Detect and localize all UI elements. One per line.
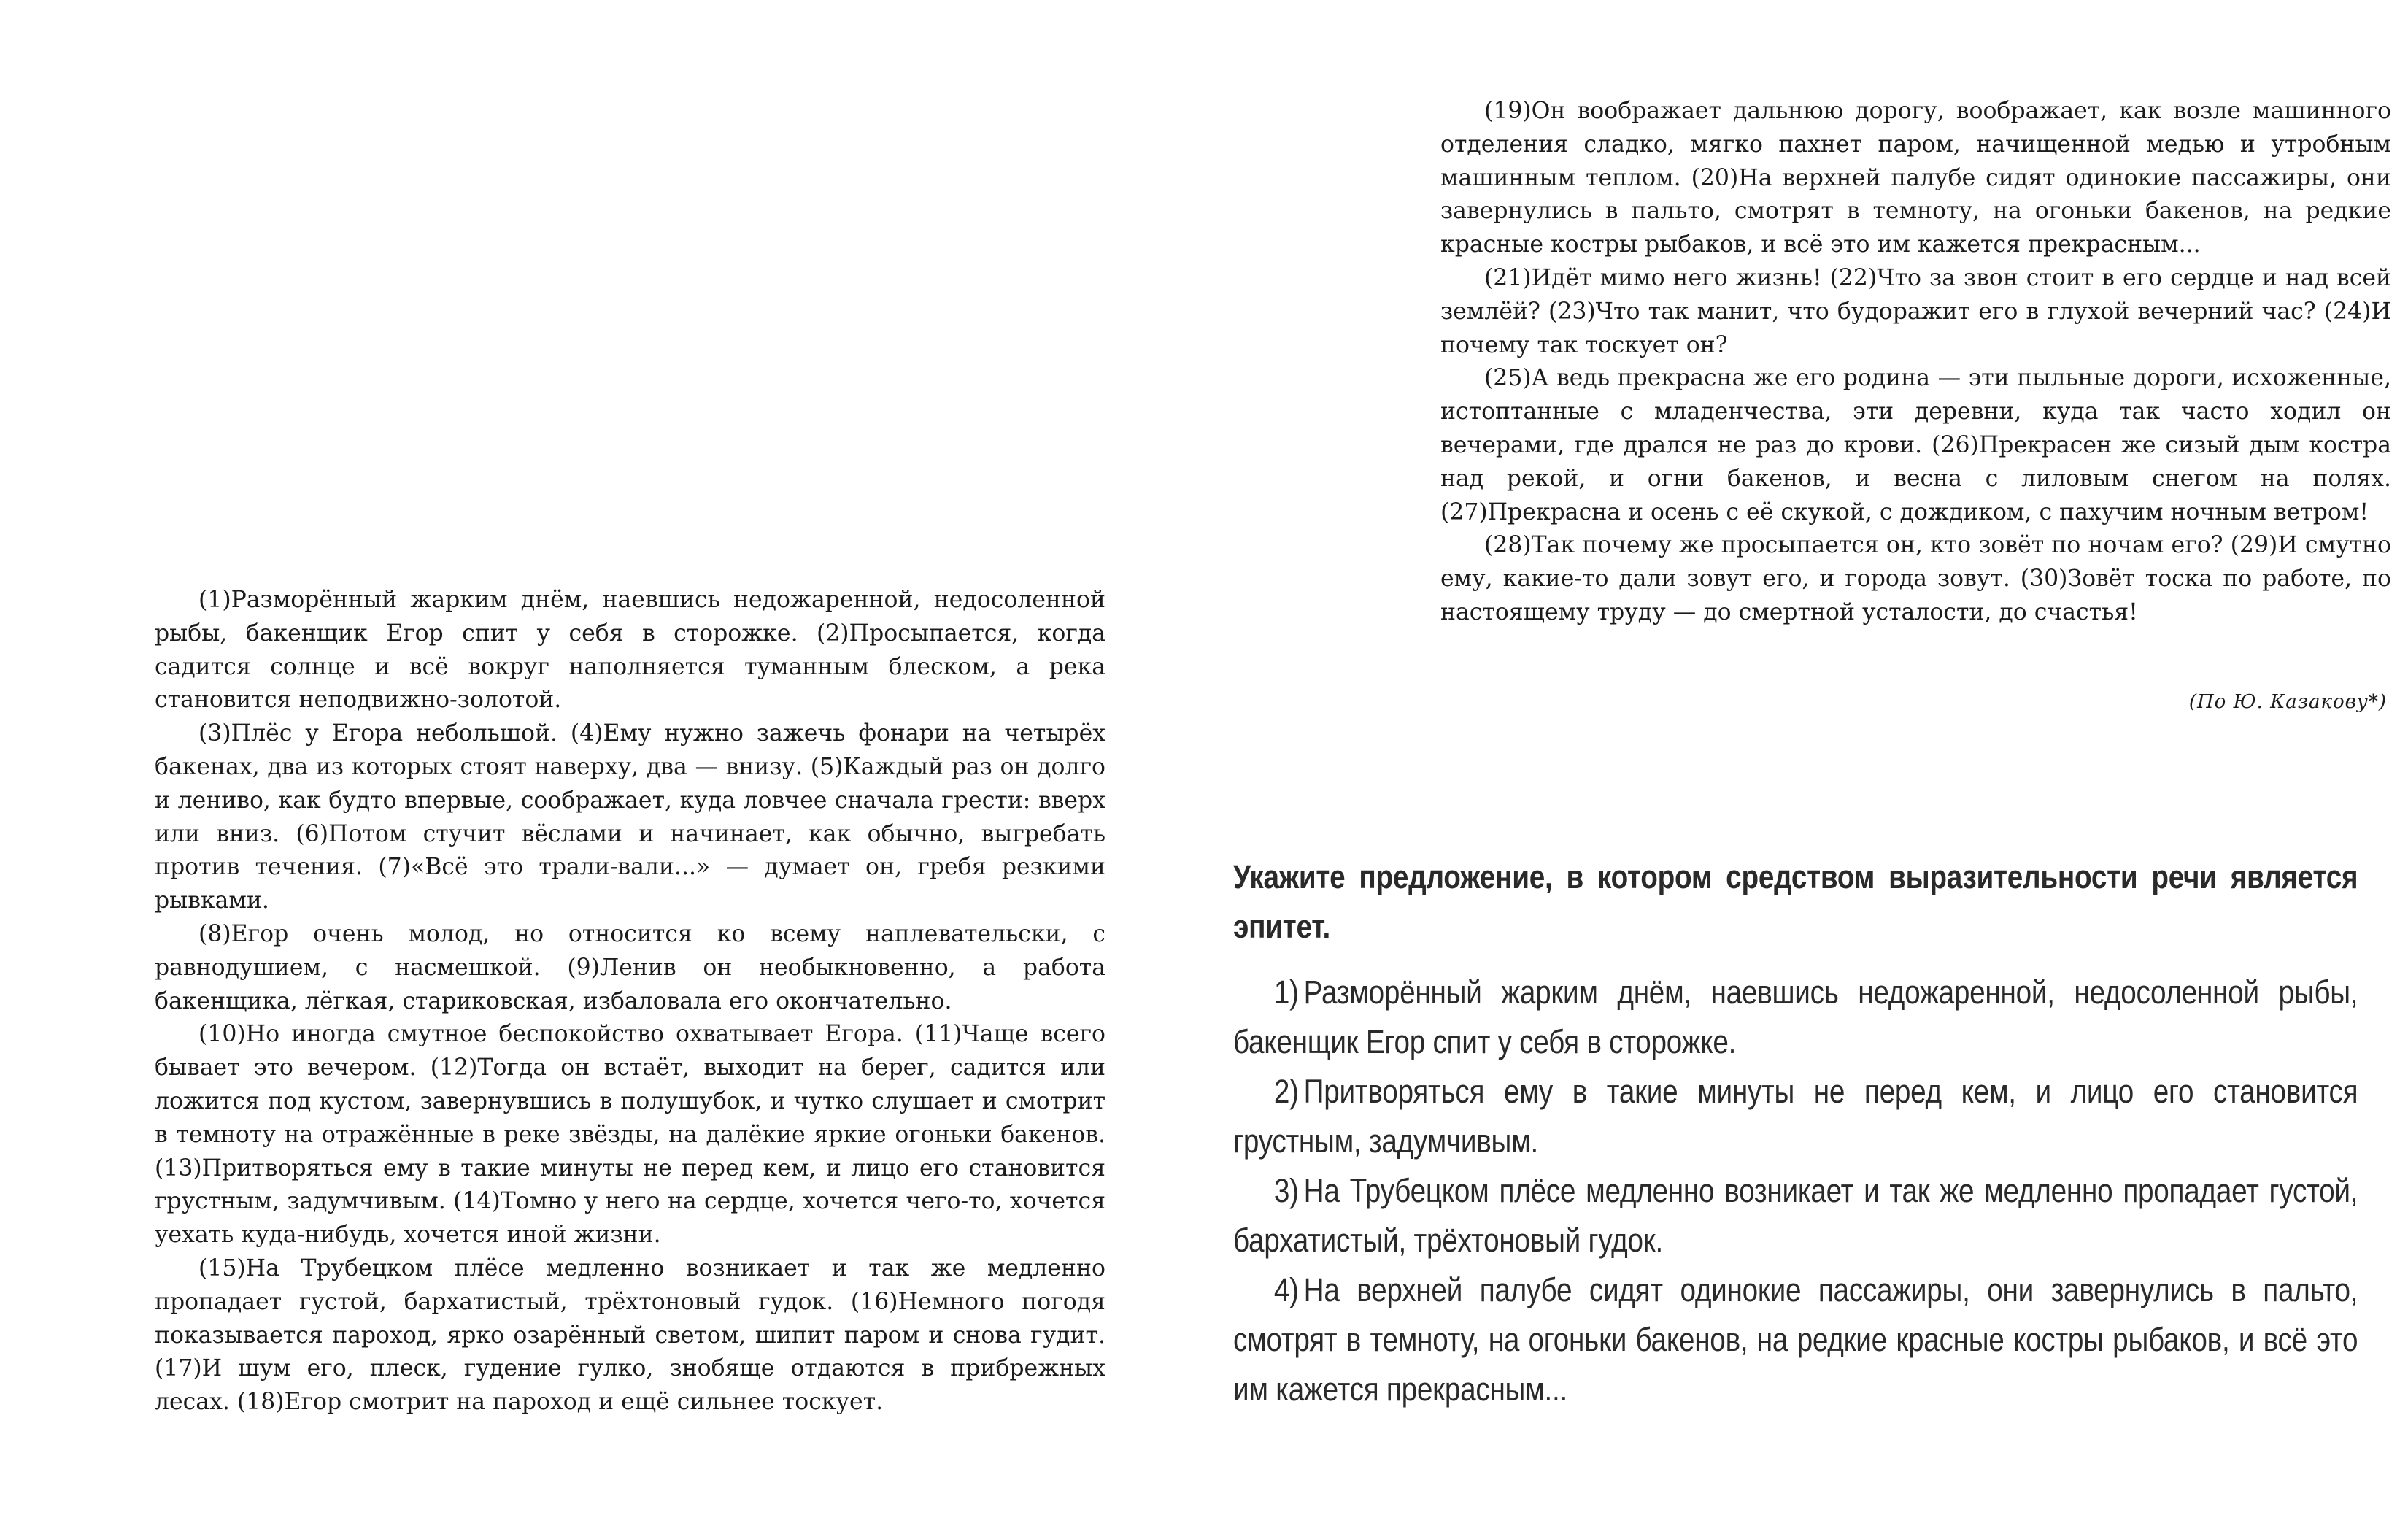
- paragraph: (3)Плёс у Егора небольшой. (4)Ему нужно зажечь фонари на четырёх бакенах, два из которых стоят наверху, два — внизу. (5)Каждый раз он долго и лениво, как будто впервые, соображает, куда ловчее сначала грести: вверх или вниз. (6)Потом стучит вёслами и начинает, как обычно, выгребать против течения. (7)«Всё это трали-вали...» — думает он, гребя резкими рывками.: [155, 720, 1105, 914]
- option-text: На Трубецком плёсе медленно возникает и так же медленно пропадает густой, бархатистый, трёхтоновый гудок.: [1233, 1172, 2358, 1259]
- paragraph: (28)Так почему же просыпается он, кто зовёт по ночам его? (29)И смутно ему, какие-то дали зовут его, и города зовут. (30)Зовёт тоска по работе, по настоящему труду — до смертной усталости, до счастья!: [1440, 532, 2391, 625]
- option-number: 2): [1273, 1073, 1299, 1110]
- option-number: 3): [1273, 1172, 1299, 1209]
- paragraph: (15)На Трубецком плёсе медленно возникает и так же медленно пропадает густой, бархатистый, трёхтоновый гудок. (16)Немного погодя показывается пароход, ярко озарённый светом, шипит паром и снова гудит. (17)И шум его, плеск, гудение гулко, знобяще отдаются в прибрежных лесах. (18)Егор смотрит на пароход и ещё сильнее тоскует.: [155, 1254, 1105, 1416]
- answer-option-2[interactable]: [1233, 1067, 2358, 1166]
- answer-option-3[interactable]: [1233, 1166, 2358, 1265]
- task-question: Укажите предложение, в котором средством выразительности речи является эпитет.: [1233, 858, 2358, 945]
- source-attribution: (По Ю. Казакову*): [2188, 691, 2387, 713]
- option-number: 1): [1273, 974, 1299, 1011]
- paragraph: (25)А ведь прекрасна же его родина — эти пыльные дороги, исхоженные, истоптанные с младенчества, эти деревни, куда так часто ходил он вечерами, где дрался не раз до крови. (26)Прекрасен же сизый дым костра над рекой, и огни бакенов, и весна с лиловым снегом на полях. (27)Прекрасна и осень с её скукой, с дождиком, с пахучим ночным ветром!: [1440, 365, 2391, 525]
- text-column-left: [155, 584, 1105, 1419]
- answer-option-1[interactable]: [1233, 968, 2358, 1067]
- answer-option-4[interactable]: [1233, 1265, 2358, 1414]
- task-block: [1233, 852, 2361, 1414]
- paragraph: (21)Идёт мимо него жизнь! (22)Что за звон стоит в его сердце и над всей землёй? (23)Что так манит, что будоражит его в глухой вечерний час? (24)И почему так тоскует он?: [1440, 264, 2391, 358]
- option-text: Разморённый жарким днём, наевшись недожаренной, недосоленной рыбы, бакенщик Егор спит у себя в сторожке.: [1233, 974, 2358, 1060]
- option-number: 4): [1273, 1271, 1299, 1308]
- text-column-right: [1440, 95, 2391, 630]
- paragraph: (8)Егор очень молод, но относится ко всему наплевательски, с равнодушием, с насмешкой. (9)Ленив он необыкновенно, а работа бакенщика, лёгкая, стариковская, избаловала его окончательно.: [155, 920, 1105, 1014]
- paragraph: (1)Разморённый жарким днём, наевшись недожаренной, недосоленной рыбы, бакенщик Егор спит у себя в сторожке. (2)Просыпается, когда садится солнце и всё вокруг наполняется туманным блеском, а река становится неподвижно-золотой.: [155, 587, 1105, 714]
- paragraph: (19)Он воображает дальнюю дорогу, воображает, как возле машинного отделения сладко, мягко пахнет паром, начищенной медью и утробным машинным теплом. (20)На верхней палубе сидят одинокие пассажиры, они завернулись в пальто, смотрят в темноту, на огоньки бакенов, на редкие красные костры рыбаков, и всё это им кажется прекрасным...: [1440, 98, 2391, 258]
- paragraph: (10)Но иногда смутное беспокойство охватывает Егора. (11)Чаще всего бывает это вечером. (12)Тогда он встаёт, выходит на берег, садится или ложится под кустом, завернувшись в полушубок, и чутко слушает и смотрит в темноту на отражённые в реке звёзды, на далёкие яркие огоньки бакенов. (13)Притворяться ему в такие минуты не перед кем, и лицо его становится грустным, задумчивым. (14)Томно у него на сердце, хочется чего-то, хочется уехать куда-нибудь, хочется иной жизни.: [155, 1021, 1105, 1249]
- option-text: Притворяться ему в такие минуты не перед кем, и лицо его становится грустным, задумчивым.: [1233, 1073, 2358, 1160]
- option-text: На верхней палубе сидят одинокие пассажиры, они завернулись в пальто, смотрят в темноту, на огоньки бакенов, на редкие красные костры рыбаков, и всё это им кажется прекрасным...: [1233, 1271, 2358, 1408]
